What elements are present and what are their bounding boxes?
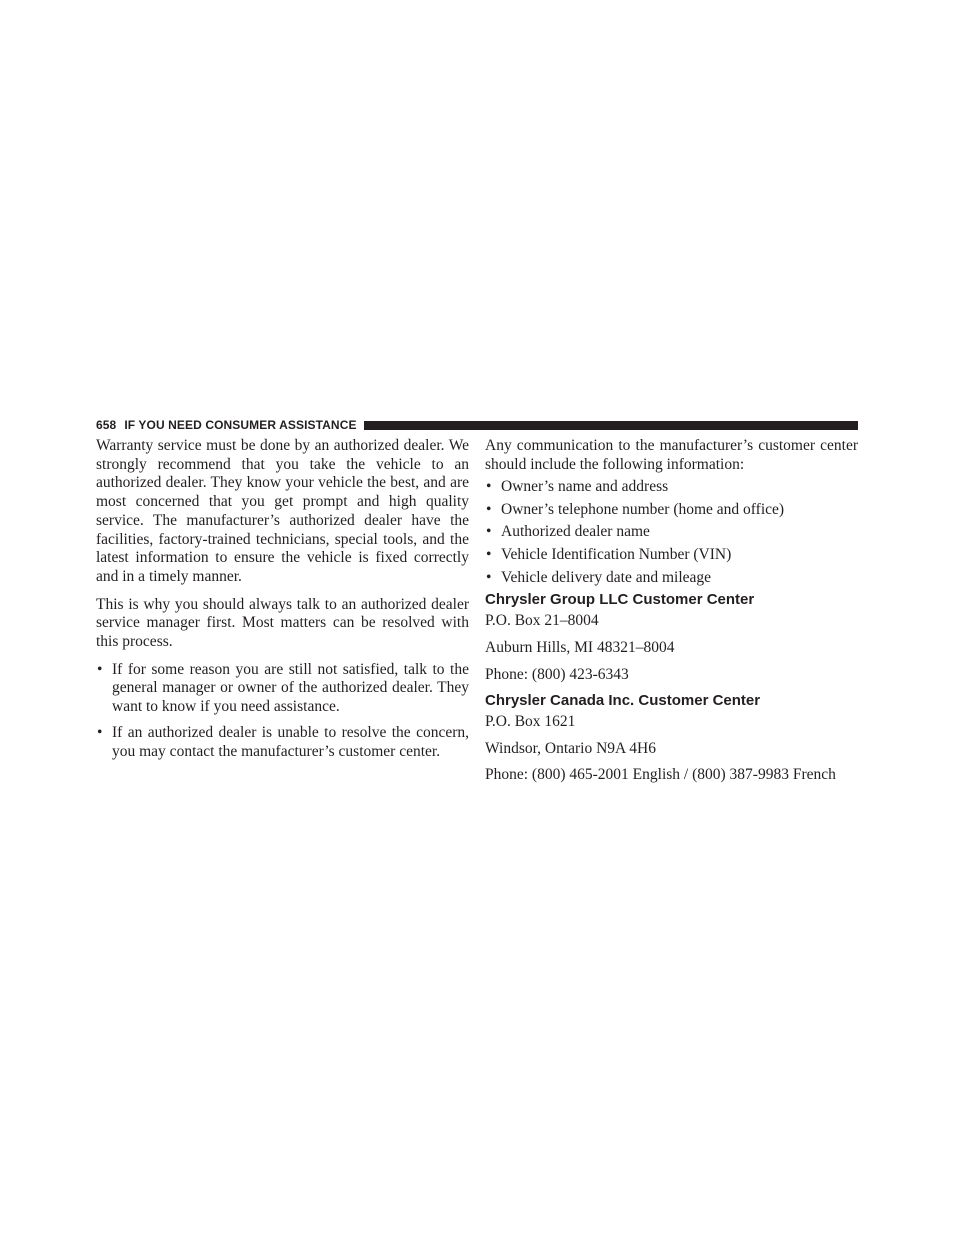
list-item (96, 661, 469, 717)
us-center-phone: Phone: (800) 423-6343 (485, 665, 629, 683)
list-item (485, 546, 858, 565)
list-item (485, 569, 858, 588)
list-item-text: If for some reason you are still not satisfied, talk to the general manager or owner of the authorized dealer. They want to know if you need assistance. (112, 660, 469, 716)
paragraph-warranty: Warranty service must be done by an authorized dealer. We strongly recommend that you take the vehicle to an authorized dealer. They know your vehicle the best, and are most concerned that you get prompt and high quality service. The manufacturer’s authorized dealer have the facilities, factory-trained technicians, special tools, and the latest information to ensure the vehicle is fixed correctly and in a timely manner. (96, 437, 469, 585)
canada-center-heading: Chrysler Canada Inc. Customer Center (485, 692, 761, 710)
list-item-text: If an authorized dealer is unable to resolve the concern, you may contact the manufacturer’s customer center. (112, 723, 469, 760)
list-item-text: Owner’s name and address (501, 477, 669, 495)
list-item (485, 478, 858, 497)
left-column (96, 437, 469, 768)
canada-center-po-box: P.O. Box 1621 (485, 713, 576, 731)
list-item-text: Authorized dealer name (501, 523, 650, 541)
us-center-po-box: P.O. Box 21–8004 (485, 612, 599, 630)
list-item-text: Vehicle delivery date and mileage (501, 568, 712, 586)
us-center-heading: Chrysler Group LLC Customer Center (485, 591, 755, 609)
list-item-text: Owner’s telephone number (home and office) (501, 500, 785, 518)
canada-center-city: Windsor, Ontario N9A 4H6 (485, 739, 656, 757)
list-item (96, 724, 469, 761)
list-item-text: Vehicle Identification Number (VIN) (501, 546, 732, 564)
header-rule (364, 421, 858, 430)
assistance-bullet-list (96, 661, 469, 762)
list-item (485, 501, 858, 520)
right-column (485, 437, 858, 793)
bullet-icon: • (97, 723, 103, 741)
us-center-city: Auburn Hills, MI 48321–8004 (485, 639, 675, 657)
canada-center-phone: Phone: (800) 465-2001 English / (800) 387-9983 French (485, 766, 836, 784)
list-item (485, 523, 858, 542)
bullet-icon: • (486, 500, 492, 518)
bullet-icon: • (486, 568, 492, 586)
paragraph-service-manager: This is why you should always talk to an authorized dealer service manager first. Most matters can be resolved with this process. (96, 595, 469, 651)
bullet-icon: • (486, 477, 492, 495)
page-header (96, 417, 858, 433)
page-number: 658 (96, 418, 117, 432)
bullet-icon: • (97, 660, 103, 678)
section-title: IF YOU NEED CONSUMER ASSISTANCE (124, 418, 357, 432)
bullet-icon: • (486, 546, 492, 564)
paragraph-communication: Any communication to the manufacturer’s customer center should include the following information: (485, 437, 858, 473)
bullet-icon: • (486, 523, 492, 541)
required-info-list (485, 478, 858, 588)
